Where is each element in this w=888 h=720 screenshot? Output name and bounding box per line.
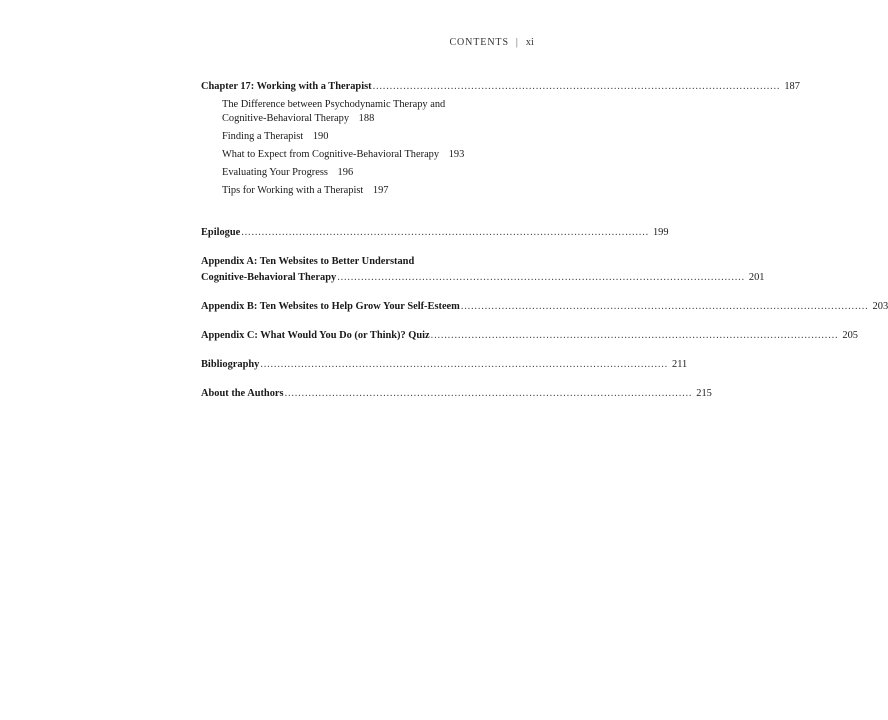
entry-title: Appendix B: Ten Websites to Help Grow Your Self-Esteem (201, 301, 460, 312)
subsection-title-line1: The Difference between Psychodynamic Therapy and (222, 99, 446, 110)
entry-page: 203 (872, 301, 888, 312)
subsection-title-line2: Cognitive-Behavioral Therapy (222, 113, 350, 124)
dot-leader: ........................................................................................................................ (460, 301, 869, 312)
subsection-title: Tips for Working with a Therapist (222, 185, 364, 196)
subsection-page: 193 (448, 149, 465, 160)
page-number: xi (525, 37, 534, 48)
subsection-page: 190 (312, 131, 329, 142)
toc-entry-appendix-b (201, 299, 888, 315)
spacer (201, 202, 534, 225)
section-title: CONTENTS (449, 37, 509, 48)
dot-leader: ........................................................................................................................ (372, 81, 781, 92)
dot-leader: ........................................................................................................................ (430, 330, 839, 341)
toc-entry-epilogue (201, 225, 669, 241)
entry-title: Epilogue (201, 227, 241, 238)
subsection-item (222, 98, 534, 126)
subsection-item (222, 148, 534, 162)
toc-entry-about-the-authors (201, 386, 712, 402)
header-separator: | (515, 37, 519, 48)
spacer (201, 241, 534, 254)
entry-title: Appendix C: What Would You Do (or Think)? Quiz (201, 330, 430, 341)
entry-page: 205 (842, 330, 858, 341)
subsection-title: Evaluating Your Progress (222, 167, 328, 178)
subsection-item (222, 166, 534, 180)
entry-page: 211 (672, 359, 688, 370)
entry-title: Chapter 17: Working with a Therapist (201, 81, 372, 92)
running-head (449, 37, 534, 48)
dot-leader: ........................................................................................................................ (241, 227, 649, 238)
toc-entry-bibliography (201, 357, 688, 373)
subsection-title: Finding a Therapist (222, 131, 304, 142)
subsection-page: 197 (372, 185, 389, 196)
entry-title: About the Authors (201, 388, 284, 399)
dot-leader: ........................................................................................................................ (284, 388, 693, 399)
subsection-item (222, 130, 534, 144)
subsection-page: 196 (337, 167, 354, 178)
table-of-contents (201, 79, 888, 402)
entry-title-line2: Cognitive-Behavioral Therapy (201, 272, 337, 283)
spacer (201, 286, 534, 299)
entry-title-line1: Appendix A: Ten Websites to Better Understand (201, 256, 415, 267)
toc-entry-appendix-c (201, 328, 858, 344)
subsection-item (222, 184, 534, 198)
subsection-page: 188 (358, 113, 375, 124)
entry-title: Bibliography (201, 359, 260, 370)
spacer (201, 373, 534, 386)
dot-leader: ........................................................................................................................ (260, 359, 669, 370)
subsection-title: What to Expect from Cognitive-Behavioral Therapy (222, 149, 440, 160)
toc-entry-chapter-17 (201, 79, 800, 95)
entry-page: 187 (784, 81, 800, 92)
entry-page: 199 (652, 227, 669, 238)
spacer (201, 344, 534, 357)
toc-entry-appendix-a (201, 254, 765, 286)
dot-leader: ........................................................................................................................ (337, 272, 745, 283)
chapter-17-subsections (222, 98, 534, 198)
entry-page: 215 (696, 388, 712, 399)
entry-page: 201 (748, 272, 765, 283)
spacer (201, 315, 534, 328)
